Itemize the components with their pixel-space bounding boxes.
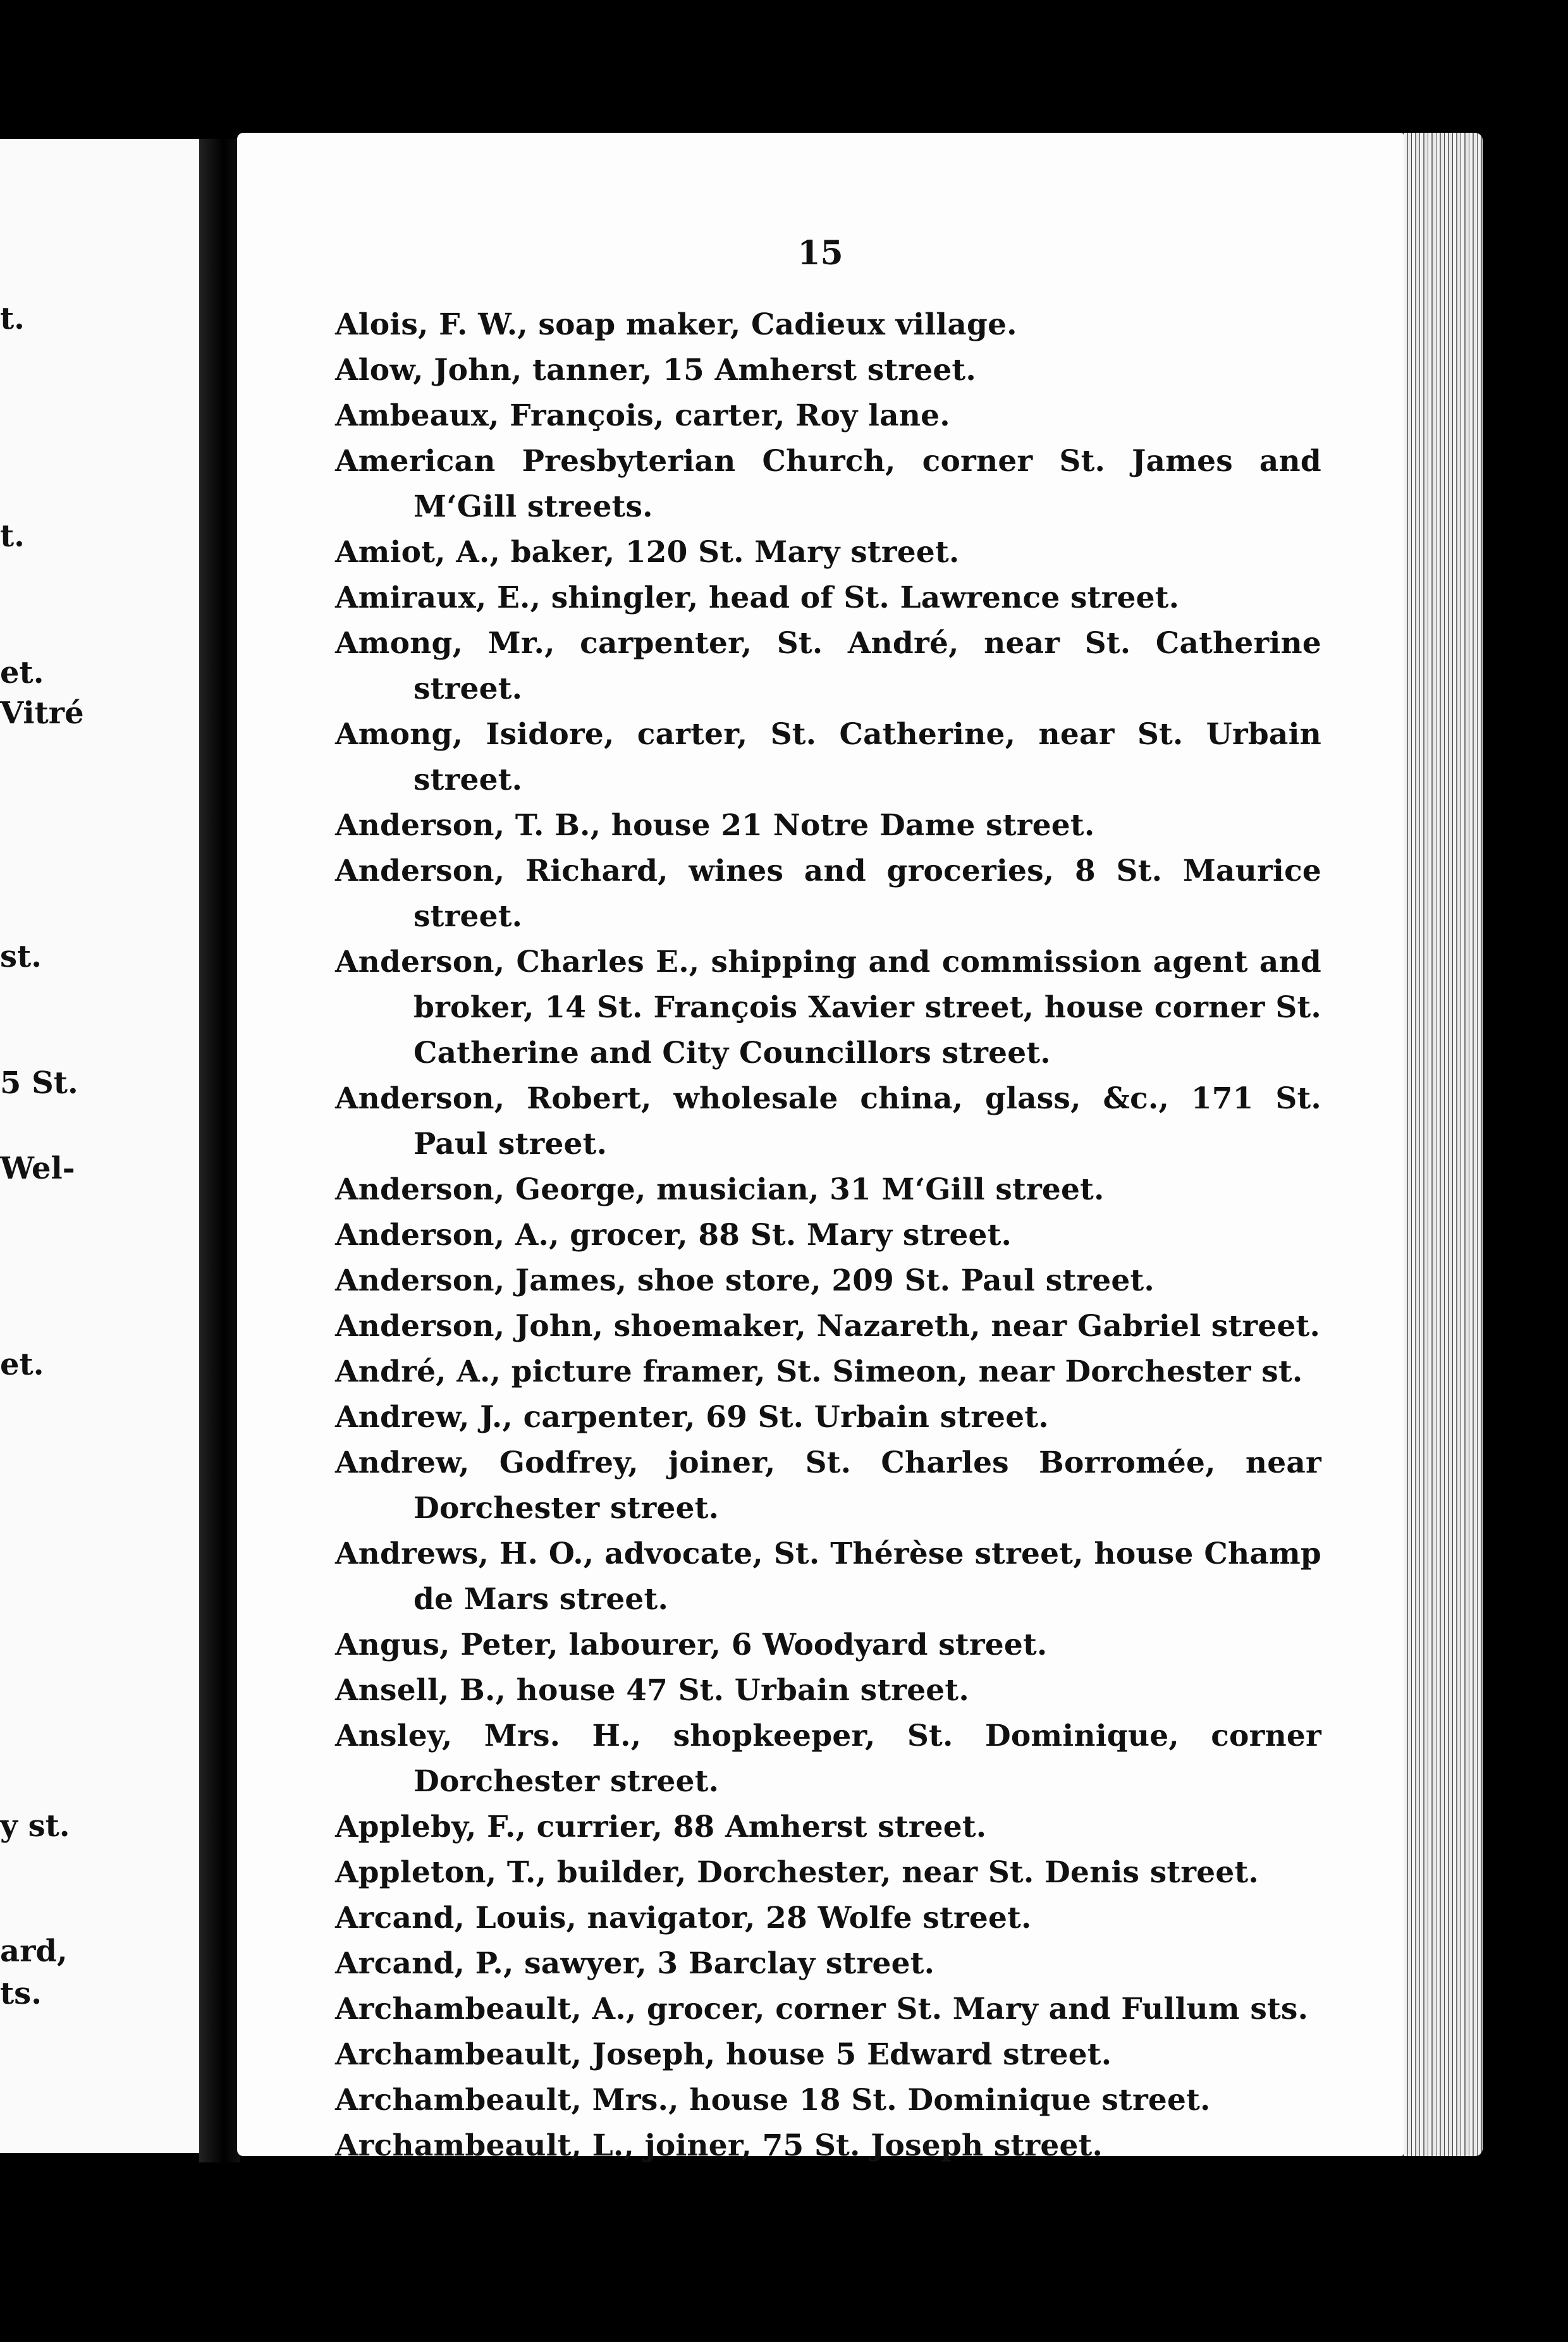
directory-entry: Archambeault, Mrs., house 18 St. Dominique street. (335, 2083, 1211, 2118)
directory-entry: Alow, John, tanner, 15 Amherst street. (335, 353, 976, 388)
directory-entry: André, A., picture framer, St. Simeon, near Dorchester st. (335, 1354, 1303, 1389)
directory-entry: Arcand, Louis, navigator, 28 Wolfe street. (335, 1901, 1032, 1935)
directory-entries (335, 302, 1321, 2169)
left-fragment: y st. (0, 1808, 70, 1844)
directory-entry: Archambeault, L., joiner, 75 St. Joseph street. (335, 2128, 1103, 2163)
directory-entry: Anderson, James, shoe store, 209 St. Paul street. (335, 1263, 1155, 1298)
directory-entry: Ansley, Mrs. H., shopkeeper, St. Dominique, corner Dorchester street. (335, 1719, 1321, 1799)
left-fragment: st. (0, 939, 42, 974)
directory-page (237, 133, 1404, 2163)
previous-page-fragment (0, 139, 199, 2153)
directory-entry: Ansell, B., house 47 St. Urbain street. (335, 1673, 969, 1708)
directory-entry: Alois, F. W., soap maker, Cadieux village. (335, 307, 1017, 342)
directory-entry: Among, Mr., carpenter, St. André, near St. Catherine street. (335, 626, 1321, 706)
page-edges (1404, 133, 1483, 2156)
directory-entry: Andrew, J., carpenter, 69 St. Urbain street. (335, 1400, 1049, 1435)
directory-entry: Anderson, A., grocer, 88 St. Mary street. (335, 1218, 1012, 1253)
left-fragment: 5 St. (0, 1065, 78, 1101)
directory-entry: Appleby, F., currier, 88 Amherst street. (335, 1810, 987, 1844)
directory-entry: Among, Isidore, carter, St. Catherine, near St. Urbain street. (335, 717, 1321, 797)
directory-entry: Anderson, George, musician, 31 M‘Gill street. (335, 1172, 1105, 1207)
directory-entry: Appleton, T., builder, Dorchester, near St. Denis street. (335, 1855, 1259, 1890)
directory-entry: Arcand, P., sawyer, 3 Barclay street. (335, 1946, 935, 1981)
left-fragment: t. (0, 518, 25, 554)
directory-entry: Anderson, Robert, wholesale china, glass, &c., 171 St. Paul street. (335, 1081, 1321, 1162)
directory-entry: Andrew, Godfrey, joiner, St. Charles Borromée, near Dorchester street. (335, 1445, 1321, 1526)
directory-entry: Anderson, John, shoemaker, Nazareth, near Gabriel street. (335, 1309, 1321, 1344)
page-number: 15 (797, 234, 843, 273)
left-fragment: t. (0, 301, 25, 336)
directory-entry: Anderson, Richard, wines and groceries, 8 St. Maurice street. (335, 854, 1321, 934)
left-fragment: Wel- (0, 1151, 75, 1186)
directory-entry: Anderson, Charles E., shipping and commission agent and broker, 14 St. François Xavier street, house corner St. Catherine and City Councillors street. (335, 945, 1321, 1070)
directory-entry: Amiraux, E., shingler, head of St. Lawrence street. (335, 580, 1180, 615)
left-fragment: Vitré (0, 696, 84, 731)
directory-entry: Amiot, A., baker, 120 St. Mary street. (335, 535, 960, 570)
left-fragment: et. (0, 1347, 44, 1382)
left-fragment: ard, (0, 1934, 68, 1969)
book-gutter (199, 139, 240, 2162)
directory-entry: Archambeault, A., grocer, corner St. Mary and Fullum sts. (335, 1992, 1309, 2026)
directory-entry: Anderson, T. B., house 21 Notre Dame street. (335, 808, 1095, 843)
left-fragment: et. (0, 655, 44, 690)
directory-entry: Archambeault, Joseph, house 5 Edward street. (335, 2037, 1112, 2072)
directory-entry: Angus, Peter, labourer, 6 Woodyard street. (335, 1628, 1048, 1662)
left-fragment: ts. (0, 1976, 42, 2011)
directory-entry: American Presbyterian Church, corner St. James and M‘Gill streets. (335, 444, 1321, 524)
directory-entry: Ambeaux, François, carter, Roy lane. (335, 398, 950, 433)
directory-entry: Andrews, H. O., advocate, St. Thérèse street, house Champ de Mars street. (335, 1536, 1321, 1617)
